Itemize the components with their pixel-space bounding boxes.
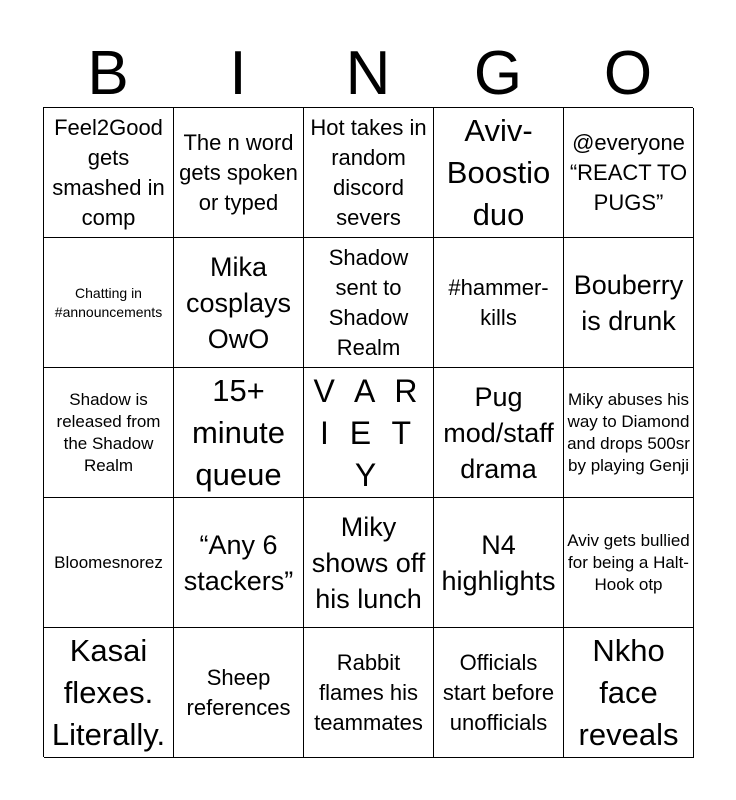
- bingo-cell-text: Mika cosplays OwO: [185, 251, 292, 354]
- bingo-cell[interactable]: [44, 628, 174, 758]
- bingo-cell-text: 15+ minute queue: [191, 372, 286, 492]
- bingo-cell[interactable]: [434, 628, 564, 758]
- bingo-cell[interactable]: [44, 498, 174, 628]
- bingo-cell-text: Shadow is released from the Shadow Realm: [56, 389, 161, 475]
- bingo-cell-text: Nkho face reveals: [578, 632, 679, 752]
- bingo-cell[interactable]: [564, 628, 694, 758]
- bingo-cell[interactable]: [564, 368, 694, 498]
- bingo-cell-text: Feel2Good gets smashed in comp: [52, 114, 165, 230]
- bingo-free-cell[interactable]: [304, 368, 434, 498]
- bingo-cell-text: Hot takes in random discord severs: [310, 114, 427, 230]
- bingo-cell-text: N4 highlights: [441, 529, 556, 596]
- bingo-title: [43, 39, 693, 108]
- bingo-cell-text: @everyone “REACT TO PUGS”: [569, 129, 688, 215]
- bingo-cell-text: Kasai flexes. Literally.: [51, 632, 166, 752]
- bingo-cell[interactable]: [44, 108, 174, 238]
- title-letter-n: N: [345, 39, 391, 108]
- bingo-board: [43, 107, 693, 757]
- bingo-cell[interactable]: [44, 368, 174, 498]
- bingo-cell[interactable]: [44, 238, 174, 368]
- bingo-cell-text: #hammer-kills: [448, 274, 549, 330]
- bingo-cell[interactable]: [304, 628, 434, 758]
- bingo-cell-text: Miky shows off his lunch: [311, 511, 426, 614]
- bingo-cell-text: Bouberry is drunk: [573, 269, 684, 336]
- bingo-cell[interactable]: [434, 368, 564, 498]
- bingo-cell[interactable]: [174, 628, 304, 758]
- bingo-cell[interactable]: [564, 238, 694, 368]
- bingo-cell-text: Rabbit flames his teammates: [314, 649, 423, 735]
- bingo-cell-text: Aviv gets bullied for being a Halt-Hook otp: [567, 530, 690, 594]
- bingo-cell[interactable]: [564, 498, 694, 628]
- title-letter-b: B: [87, 39, 129, 108]
- bingo-cell[interactable]: [174, 108, 304, 238]
- bingo-cell-text: Bloomesnorez: [54, 552, 163, 572]
- bingo-cell-text: “Any 6 stackers”: [183, 529, 294, 596]
- bingo-cell[interactable]: [174, 498, 304, 628]
- bingo-cell[interactable]: [434, 108, 564, 238]
- bingo-cell[interactable]: [434, 238, 564, 368]
- bingo-cell-text: Sheep references: [186, 664, 291, 720]
- bingo-cell-text: Shadow sent to Shadow Realm: [328, 244, 409, 360]
- bingo-cell-text: V A R I E T Y: [313, 372, 424, 493]
- title-letter-o: O: [603, 39, 653, 108]
- bingo-cell-text: Miky abuses his way to Diamond and drops 500sr by playing Genji: [567, 389, 690, 475]
- bingo-cell[interactable]: [304, 108, 434, 238]
- bingo-cell[interactable]: [174, 238, 304, 368]
- bingo-cell[interactable]: [434, 498, 564, 628]
- bingo-cell-text: Officials start before unofficials: [442, 649, 555, 735]
- bingo-cell-text: Pug mod/staff drama: [443, 381, 554, 484]
- bingo-cell[interactable]: [304, 498, 434, 628]
- bingo-cell-text: Aviv-Boostio duo: [446, 112, 551, 232]
- bingo-cell-text: The n word gets spoken or typed: [179, 129, 298, 215]
- bingo-cell[interactable]: [174, 368, 304, 498]
- bingo-cell-text: Chatting in #announcements: [54, 284, 163, 320]
- title-letter-g: G: [473, 39, 523, 108]
- bingo-cell[interactable]: [304, 238, 434, 368]
- bingo-cell[interactable]: [564, 108, 694, 238]
- title-letter-i: I: [229, 39, 247, 108]
